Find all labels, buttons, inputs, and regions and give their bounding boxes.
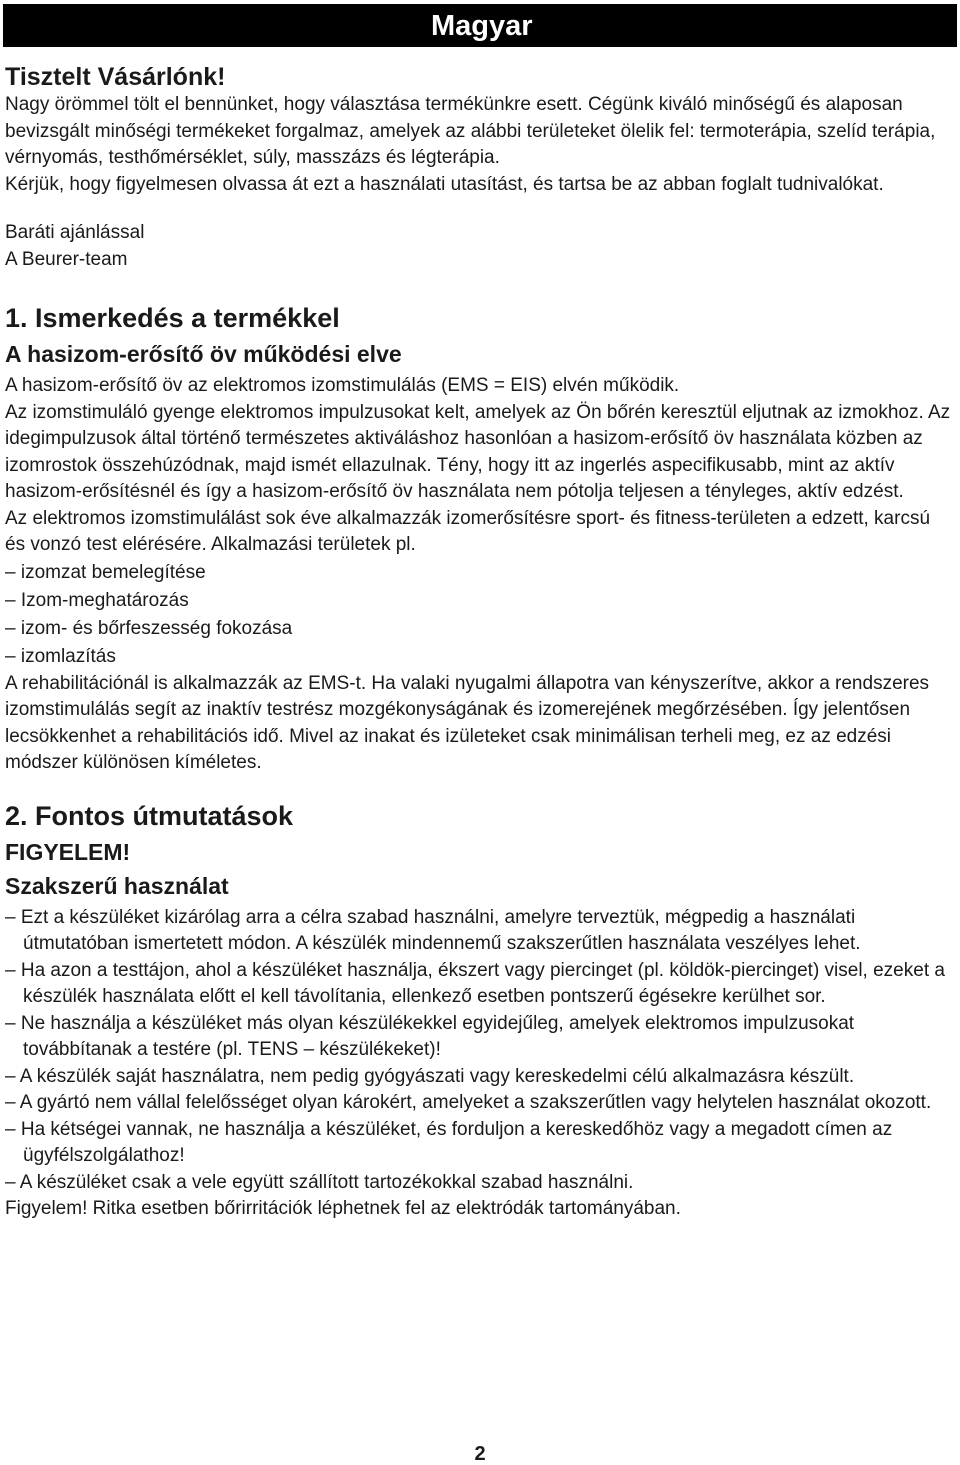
section-2-subtitle: Szakszerű használat <box>5 872 229 899</box>
intro-paragraph: Kérjük, hogy figyelmesen olvassa át ezt a használati utasítást, és tartsa be az abban foglalt tudnivalókat. <box>5 173 884 195</box>
spacer <box>5 198 955 220</box>
section-1-title: 1. Ismerkedés a termékkel <box>5 303 340 333</box>
signoff-line: A Beurer-team <box>5 248 128 270</box>
list-item: – A készülék saját használatra, nem pedig gyógyászati vagy kereskedelmi célú alkalmazásra készült. <box>5 1065 855 1087</box>
section-1-paragraph: A hasizom-erősítő öv az elektromos izomstimulálás (EMS = EIS) elvén működik. <box>5 375 680 396</box>
language-label: Magyar <box>431 10 533 42</box>
intro-paragraph: Nagy örömmel tölt el bennünket, hogy választása termékünkre esett. Cégünk kiváló minőségű és alaposan bevizsgált minőségi termékeket forgalmaz, amelyek az alábbi területeket ölelik fel: termoterápia, szelíd terápia, vérnyomás, testhőmérséklet, súly, masszázs és légterápia. <box>5 94 936 168</box>
list-item: – Ha azon a testtájon, ahol a készüléket használja, ékszert vagy piercinget (pl. köldök-piercinget) visel, ezeket a készülék használata előtt el kell távolítania, ellenkező esetben pontszerű égésekre kerülhet sor. <box>5 959 945 1007</box>
section-2-title: 2. Fontos útmutatások <box>5 800 294 831</box>
signoff-line: Baráti ajánlással <box>5 222 145 243</box>
spacer <box>5 777 955 793</box>
list-item: – Izom-meghatározás <box>5 589 189 611</box>
section-1-paragraph: Az elektromos izomstimulálást sok éve alkalmazzák izomerősítésre sport- és fitness-területen a edzett, karcsú és vonzó test elérésére. Alkalmazási területek pl. <box>5 507 931 555</box>
list-item: – Ezt a készüléket kizárólag arra a célra szabad használni, amelyre terveztük, mégpedig a használati útmutatóban ismertetett módon. A készülék mindennemű szakszerűtlen használata veszélyes lehet. <box>5 906 861 954</box>
list-item: – A gyártó nem vállal felelősséget olyan károkért, amelyeket a szakszerűtlen vagy helytelen használat okozott. <box>5 1092 932 1113</box>
document-body <box>5 62 955 1223</box>
spacer <box>5 273 955 295</box>
usage-rules-list <box>5 905 955 1197</box>
list-item: – Ha kétségei vannak, ne használja a készüléket, és forduljon a kereskedőhöz vagy a megadott címen az ügyfélszolgálathoz! <box>5 1118 893 1166</box>
list-item: – A készüléket csak a vele együtt szállított tartozékokkal szabad használni. <box>5 1171 634 1193</box>
list-item: – Ne használja a készüléket más olyan készülékekkel egyidejűleg, amelyek elektromos impulzusokat továbbítanak a testére (pl. TENS – készülékeket)! <box>5 1012 855 1060</box>
list-item: – izomzat bemelegítése <box>5 561 206 583</box>
language-header-bar <box>3 4 957 47</box>
list-item: – izom- és bőrfeszesség fokozása <box>5 617 293 639</box>
section-1-closing: A rehabilitációnál is alkalmazzák az EMS-t. Ha valaki nyugalmi állapotra van kényszerítve, akkor a rendszeres izomstimulálás segít az inaktív testrész mozgékonyságának és izomerejének megőrzésében. Így jelentősen lecsökkenhet a rehabilitációs idő. Mivel az inakat és izületeket csak minimálisan terheli meg, ez az edzési módszer különösen kíméletes. <box>5 672 930 773</box>
warning-note: Figyelem! Ritka esetben bőrirritációk léphetnek fel az elektródák tartományában. <box>5 1198 681 1219</box>
page-number: 2 <box>474 1443 486 1465</box>
applications-list <box>5 559 955 671</box>
list-item: – izomlazítás <box>5 645 116 667</box>
section-1-subtitle: A hasizom-erősítő öv működési elve <box>5 341 402 367</box>
greeting-heading: Tisztelt Vásárlónk! <box>5 63 226 91</box>
section-1-paragraph: Az izomstimuláló gyenge elektromos impulzusokat kelt, amelyek az Ön bőrén keresztül eljutnak az izmokhoz. Az idegimpulzusok által történő természetes aktiváláshoz hasonlóan a hasizom-erősítő öv használata közben az izomrostok összehúzódnak, majd ismét ellazulnak. Tény, hogy itt az ingerlés aspecifikusabb, mint az aktív hasizom-erősítésnél és így a hasizom-erősítő öv használata nem pótolja teljesen a tényleges, aktív edzést. <box>5 401 951 502</box>
warning-heading: FIGYELEM! <box>5 838 131 865</box>
